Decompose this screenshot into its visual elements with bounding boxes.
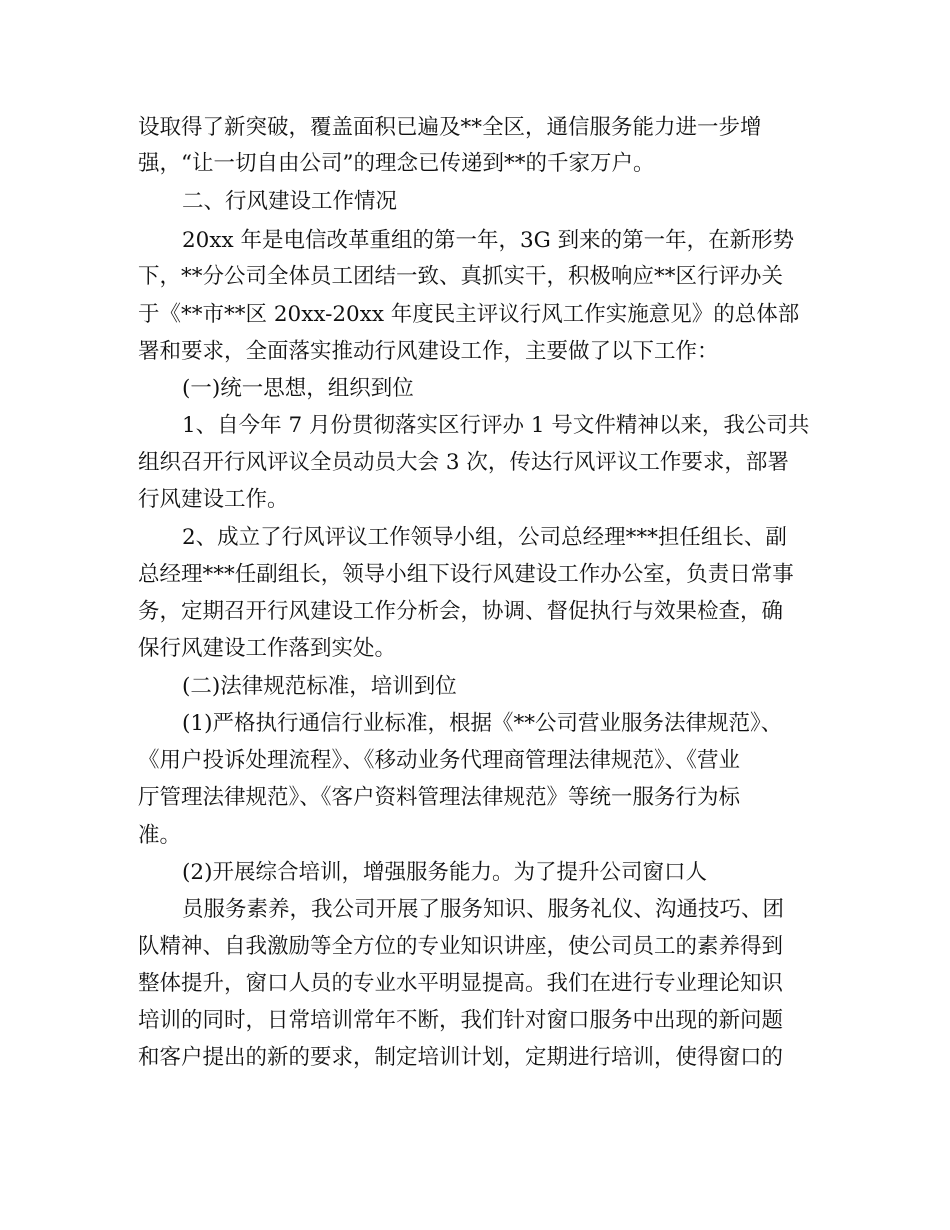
text-line: 员服务素养，我公司开展了服务知识、服务礼仪、沟通技巧、团: [182, 897, 785, 922]
text-line: 20xx 年是电信改革重组的第一年，3G 到来的第一年，在新形势: [182, 228, 795, 253]
text-line: 下，**分公司全体员工团结一致、真抓实干，积极响应**区行评办关: [138, 264, 784, 289]
text-line: 培训的同时，日常培训常年不断，我们针对窗口服务中出现的新问题: [138, 1008, 784, 1033]
subsection-heading: (二)法律规范标准，培训到位: [182, 674, 457, 699]
text-line: 整体提升，窗口人员的专业水平明显提高。我们在进行专业理论知识: [138, 971, 784, 996]
text-line: 和客户提出的新的要求，制定培训计划，定期进行培训，使得窗口的: [138, 1045, 784, 1070]
text-line: 《用户投诉处理流程》、《移动业务代理商管理法律规范》、《营业: [138, 748, 741, 773]
section-heading: 二、行风建设工作情况: [182, 189, 398, 214]
text-line: 队精神、自我激励等全方位的专业知识讲座，使公司员工的素养得到: [138, 934, 784, 959]
text-line: 保行风建设工作落到实处。: [138, 636, 397, 661]
text-line: 务，定期召开行风建设工作分析会，协调、督促执行与效果检查，确: [138, 599, 784, 624]
text-line: 组织召开行风评议全员动员大会 3 次，传达行风评议工作要求，部署: [138, 450, 789, 475]
text-line: 总经理***任副组长，领导小组下设行风建设工作办公室，负责日常事: [138, 562, 794, 587]
text-line: 设取得了新突破，覆盖面积已遍及**全区，通信服务能力进一步增: [138, 115, 762, 140]
text-line: 2、成立了行风评议工作领导小组，公司总经理***担任组长、副: [182, 525, 787, 550]
text-line: (1)严格执行通信行业标准，根据《**公司营业服务法律规范》、: [182, 711, 783, 736]
text-line: 厅管理法律规范》、《客户资料管理法律规范》等统一服务行为标: [138, 785, 741, 810]
text-line: 于《**市**区 20xx-20xx 年度民主评议行风工作实施意见》的总体部: [138, 302, 800, 327]
text-line: 署和要求，全面落实推动行风建设工作，主要做了以下工作：: [138, 339, 719, 364]
text-line: 准。: [138, 823, 182, 848]
text-line: 1、自今年 7 月份贯彻落实区行评办 1 号文件精神以来，我公司共: [182, 413, 810, 438]
text-line: 行风建设工作。: [138, 487, 289, 512]
text-line: 强，“让一切自由公司”的理念已传递到**的千家万户。: [138, 151, 655, 176]
subsection-heading: (一)统一思想，组织到位: [182, 376, 414, 401]
text-line: (2)开展综合培训，增强服务能力。为了提升公司窗口人: [182, 860, 707, 885]
